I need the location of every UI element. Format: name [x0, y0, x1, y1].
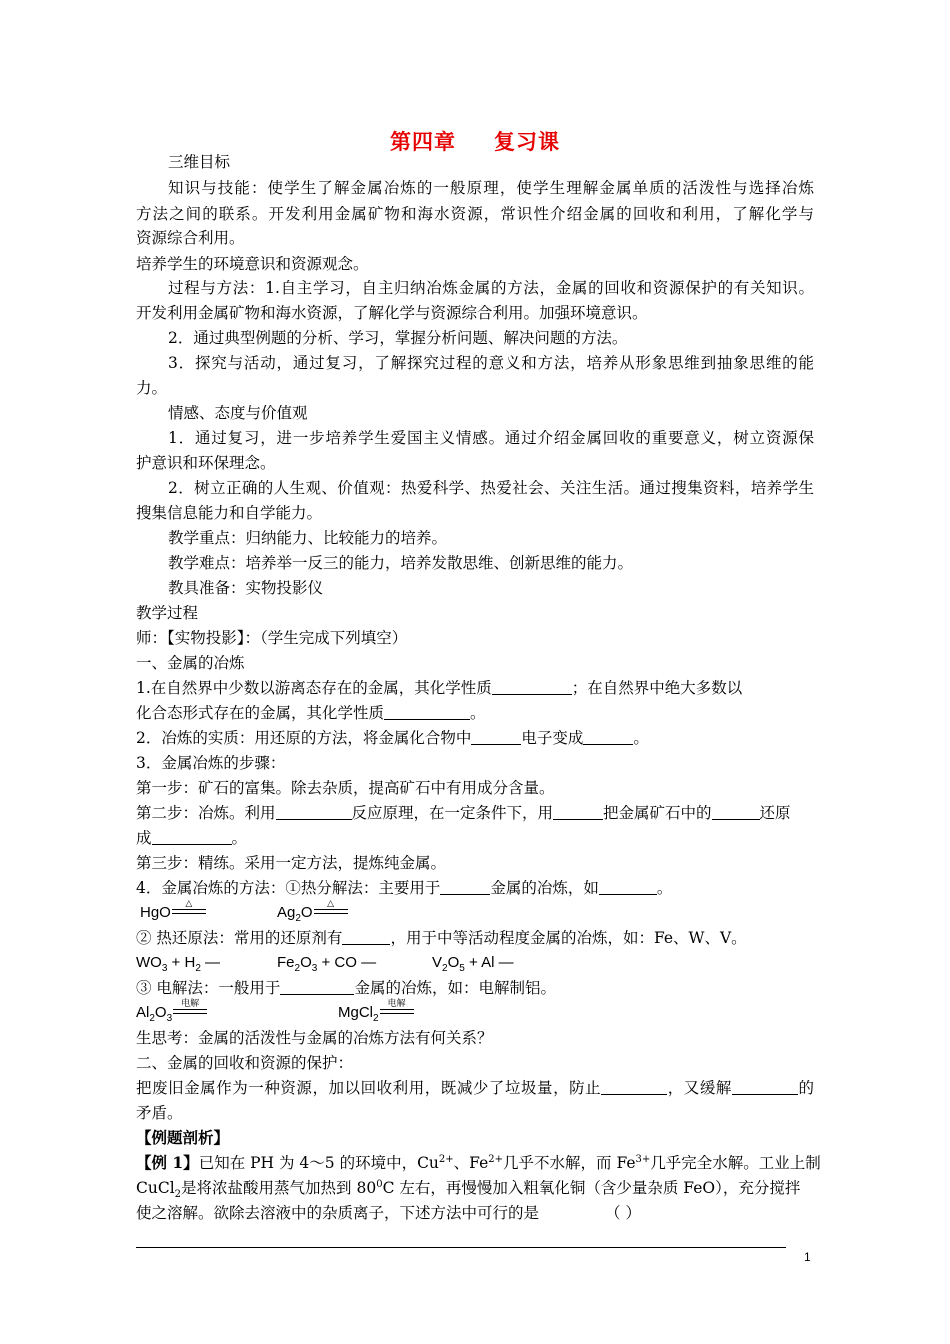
example-1-line-1: 【例 1】已知在 PH 为 4～5 的环境中，$Cu^{2+}$、$Fe^{2+}$几乎不水解，而 $Fe^{3+}$几乎完全水解。工业上制: [136, 1153, 821, 1172]
teacher-instruction: 师：【实物投影】：（学生完成下列填空）: [136, 629, 408, 647]
process-item-2: 2．通过典型例题的分析、学习，掌握分析问题、解决问题的方法。: [168, 329, 628, 347]
chapter-label: 第四章: [390, 129, 456, 154]
section-2-heading: 二、金属的回收和资源的保护：: [136, 1054, 354, 1072]
emotion-item-2-line-2: 搜集信息能力和自学能力。: [136, 504, 323, 522]
blank[interactable]: [440, 879, 490, 895]
process-line-1: 过程与方法：1.自主学习，自主归纳冶炼金属的方法，金属的回收和资源保护的有关知识。: [168, 279, 814, 297]
objectives-heading: 三维目标: [168, 153, 231, 171]
equation-hgo: HgO △: [140, 903, 206, 923]
process-item-3-line-1: 3．探究与活动，通过复习，了解探究过程的意义和方法，培养从形象思维到抽象思维的能: [168, 354, 814, 372]
difficulty: 教学难点：培养举一反三的能力，培养发散思维、创新思维的能力。: [168, 554, 634, 572]
key-point: 教学重点：归纳能力、比较能力的培养。: [168, 529, 448, 547]
heat-arrow-icon: △: [314, 905, 348, 919]
question-4: 4．金属冶炼的方法：①热分解法：主要用于 金属的冶炼，如 。: [136, 879, 673, 897]
method-2: ② 热还原法：常用的还原剂有 ，用于中等活动程度金属的冶炼，如：Fe、W、V。: [136, 929, 747, 947]
section-1-heading: 一、金属的冶炼: [136, 654, 245, 672]
lesson-label: 复习课: [494, 129, 560, 154]
teaching-process-heading: 教学过程: [136, 604, 199, 622]
footer-divider: [136, 1247, 786, 1248]
answer-parentheses[interactable]: （ ）: [605, 1204, 641, 1222]
emotion-item-2-line-1: 2．树立正确的人生观、价值观：热爱科学、热爱社会、关注生活。通过搜集资料，培养学生: [168, 479, 814, 497]
blank[interactable]: [152, 829, 232, 845]
recycle-line-1: 把废旧金属作为一种资源，加以回收利用，既减少了垃圾量，防止 ，又缓解 的: [136, 1079, 814, 1097]
emotion-heading: 情感、态度与价值观: [168, 404, 308, 422]
equation-ag2o: $Ag_2O$ △: [277, 903, 348, 923]
blank[interactable]: [280, 979, 354, 995]
example-1-line-3: 使之溶解。欲除去溶液中的杂质离子，下述方法中可行的是 （ ）: [136, 1204, 641, 1222]
tools: 教具准备：实物投影仪: [168, 579, 324, 597]
environment-line: 培养学生的环境意识和资源观念。: [136, 255, 369, 273]
equation-mgcl2: MgCl$_2$ 电解: [338, 1003, 414, 1023]
emotion-item-1-line-1: 1．通过复习，进一步培养学生爱国主义情感。通过介绍金属回收的重要意义，树立资源保: [168, 429, 814, 447]
equation-v2o5: $V_2O_5 + Al$ —: [432, 954, 514, 974]
question-1-line-1: 1.在自然界中少数以游离态存在的金属，其化学性质 ；在自然界中绝大多数以: [136, 679, 743, 697]
question-2: 2．冶炼的实质：用还原的方法，将金属化合物中 电子变成 。: [136, 729, 649, 747]
process-item-3-line-2: 力。: [136, 379, 168, 397]
blank[interactable]: [583, 729, 633, 745]
example-heading: 【例题剖析】: [136, 1128, 230, 1147]
recycle-line-2: 矛盾。: [136, 1104, 183, 1122]
page-number: 1: [804, 1250, 811, 1264]
blank[interactable]: [384, 704, 470, 720]
question-1-line-2: 化合态形式存在的金属，其化学性质 。: [136, 704, 486, 722]
electrolysis-arrow-icon: 电解: [380, 1005, 414, 1019]
equation-wo3: $WO_3 + H_2$ —: [136, 954, 221, 974]
student-think: 生思考：金属的活泼性与金属的冶炼方法有何关系？: [136, 1029, 493, 1047]
equation-fe2o3: $Fe_2O_3$ + CO —: [277, 954, 377, 974]
blank[interactable]: [712, 804, 760, 820]
method-3: ③ 电解法：一般用于 金属的冶炼，如：电解制铝。: [136, 979, 556, 997]
knowledge-line-1: 知识与技能：使学生了解金属冶炼的一般原理，使学生理解金属单质的活泼性与选择冶炼: [168, 179, 814, 197]
process-line-2: 开发利用金属矿物和海水资源，了解化学与资源综合利用。加强环境意识。: [136, 304, 648, 322]
blank[interactable]: [599, 879, 657, 895]
example-1-line-2: CuCl$_2$是将浓盐酸用蒸气加热到 $80^0C$ 左右，再慢慢加入粗氧化铜（含少量杂质 FeO），充分搅拌: [136, 1178, 801, 1201]
page-title: [0, 126, 950, 156]
emotion-item-1-line-2: 护意识和环保理念。: [136, 454, 276, 472]
knowledge-line-2: 方法之间的联系。开发利用金属矿物和海水资源，常识性介绍金属的回收和利用，了解化学与: [136, 205, 814, 223]
equation-al2o3: $Al_2O_3$ 电解: [136, 1003, 207, 1023]
step-3: 第三步：精练。采用一定方法，提炼纯金属。: [136, 854, 447, 872]
blank[interactable]: [732, 1079, 798, 1095]
step-2-line-1: 第二步：冶炼。利用 反应原理，在一定条件下，用 把金属矿石中的 还原: [136, 804, 791, 822]
blank[interactable]: [276, 804, 352, 820]
blank[interactable]: [553, 804, 603, 820]
blank[interactable]: [492, 679, 572, 695]
electrolysis-arrow-icon: 电解: [173, 1005, 207, 1019]
step-2-line-2: 成 。: [136, 829, 248, 847]
question-3: 3．金属冶炼的步骤：: [136, 754, 286, 772]
heat-arrow-icon: △: [172, 905, 206, 919]
step-1: 第一步：矿石的富集。除去杂质，提高矿石中有用成分含量。: [136, 779, 555, 797]
blank[interactable]: [601, 1079, 667, 1095]
knowledge-line-3: 资源综合利用。: [136, 229, 245, 247]
blank[interactable]: [342, 929, 390, 945]
blank[interactable]: [471, 729, 521, 745]
